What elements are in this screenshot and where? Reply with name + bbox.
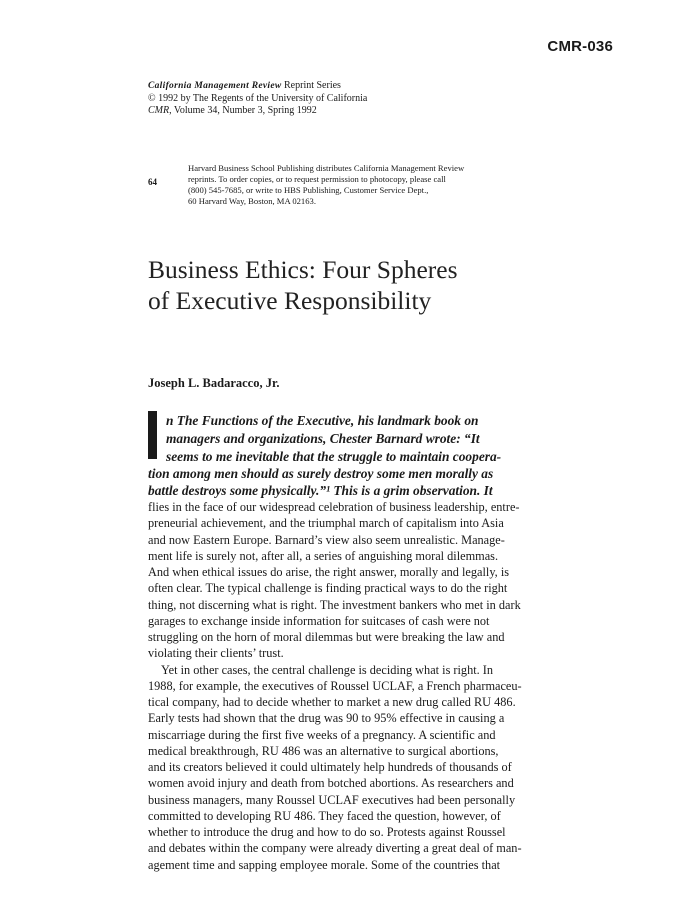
lead-line: managers and organizations, Chester Barnard wrote: “It bbox=[166, 431, 480, 446]
article-title-line: of Executive Responsibility bbox=[148, 286, 432, 315]
body-line: ment life is surely not, after all, a series of anguishing moral dilemmas. bbox=[148, 548, 499, 563]
lead-line: n The Functions of the Executive, his landmark book on bbox=[166, 413, 479, 428]
journal-abbrev: CMR bbox=[148, 105, 170, 116]
hbs-notice-line: reprints. To order copies, or to request permission to photocopy, please call bbox=[188, 174, 446, 184]
body-line: Yet in other cases, the central challenge is deciding what is right. In bbox=[161, 662, 494, 677]
body-line: medical breakthrough, RU 486 was an alternative to surgical abortions, bbox=[148, 743, 499, 758]
article-author: Joseph L. Badaracco, Jr. bbox=[148, 376, 280, 390]
lead-line: tion among men should as surely destroy some men morally as bbox=[148, 466, 494, 481]
body-line: agement time and sapping employee morale. Some of the countries that bbox=[148, 857, 501, 872]
body-line: preneurial achievement, and the triumphal march of capitalism into Asia bbox=[148, 516, 504, 531]
body-line: business managers, many Roussel UCLAF executives had been personally bbox=[148, 792, 516, 807]
reprint-series-block bbox=[148, 80, 367, 118]
body-line: flies in the face of our widespread celebration of business leadership, entre- bbox=[148, 500, 520, 514]
body-line: and its creators believed it could ultimately help hundreds of thousands of bbox=[148, 760, 512, 774]
body-line: whether to introduce the drug and how to do so. Protests against Roussel bbox=[148, 825, 506, 839]
volume-line bbox=[148, 105, 367, 118]
body-line: women avoid injury and death from botched abortions. As researchers and bbox=[148, 776, 514, 791]
page-number: 64 bbox=[148, 177, 157, 187]
body-line: and debates within the company were already diverting a great deal of man- bbox=[148, 841, 522, 856]
series-line bbox=[148, 80, 367, 93]
volume-info: , Volume 34, Number 3, Spring 1992 bbox=[169, 105, 317, 116]
lead-line: seems to me inevitable that the struggle to maintain coopera- bbox=[166, 449, 502, 464]
article-title-line: Business Ethics: Four Spheres bbox=[148, 255, 458, 284]
body-line: Early tests had shown that the drug was 90 to 95% effective in causing a bbox=[148, 711, 505, 726]
article-body bbox=[148, 499, 548, 873]
body-line: thing, not discerning what is right. The investment bankers who met in dark bbox=[148, 597, 521, 612]
body-line: miscarriage during the first five weeks of a pregnancy. A scientific and bbox=[148, 727, 496, 742]
series-title: California Management Review bbox=[148, 81, 282, 91]
article-title bbox=[148, 254, 458, 316]
series-suffix: Reprint Series bbox=[281, 80, 341, 91]
body-line: 1988, for example, the executives of Roussel UCLAF, a French pharmaceu- bbox=[148, 678, 522, 693]
body-line: struggling on the horn of moral dilemmas but were breaking the law and bbox=[148, 630, 505, 644]
hbs-notice-line: (800) 545-7685, or write to HBS Publishing, Customer Service Dept., bbox=[188, 185, 429, 195]
body-line: and now Eastern Europe. Barnard’s view also seem unrealistic. Manage- bbox=[148, 532, 505, 547]
copyright-line: © 1992 by The Regents of the University of California bbox=[148, 92, 368, 104]
body-line: And when ethical issues do arise, the right answer, morally and legally, is bbox=[148, 565, 510, 579]
drop-cap-letter-i bbox=[148, 411, 157, 459]
lead-line: battle destroys some physically.”¹ This is a grim observation. It bbox=[148, 483, 493, 498]
hbs-notice-line: 60 Harvard Way, Boston, MA 02163. bbox=[188, 196, 316, 206]
body-line: garages to exchange inside information for suitcases of cash were not bbox=[148, 613, 490, 628]
body-line: often clear. The typical challenge is finding practical ways to do the right bbox=[148, 581, 508, 596]
hbs-notice-line: Harvard Business School Publishing distributes California Management Review bbox=[188, 163, 465, 173]
body-line: violating their clients’ trust. bbox=[148, 646, 284, 661]
body-line: tical company, had to decide whether to market a new drug called RU 486. bbox=[148, 695, 516, 709]
document-code: CMR-036 bbox=[547, 38, 613, 55]
hbs-notice bbox=[188, 163, 548, 207]
body-line: committed to developing RU 486. They faced the question, however, of bbox=[148, 808, 501, 823]
